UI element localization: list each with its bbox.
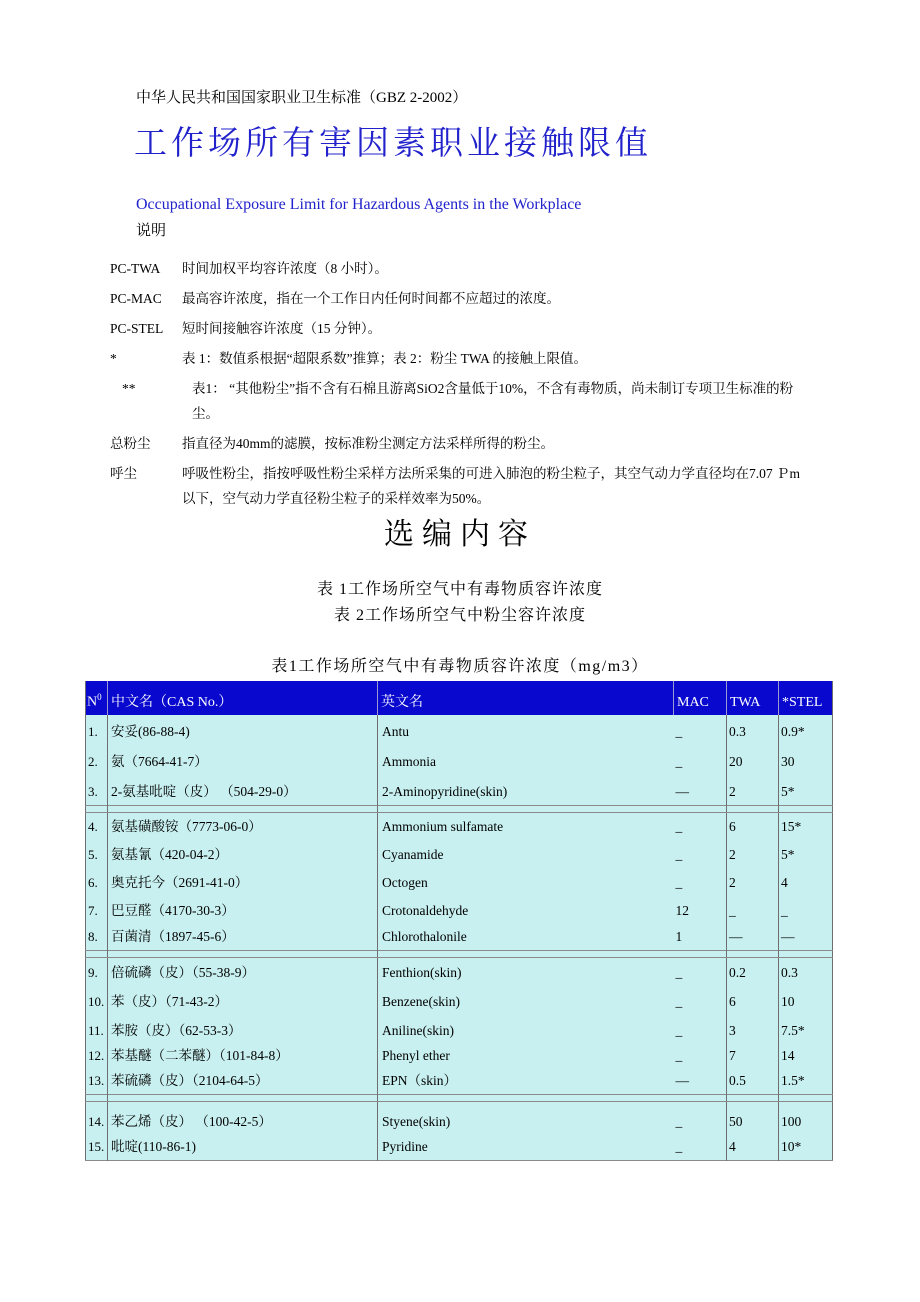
twa-cell: 3 bbox=[727, 1015, 779, 1044]
number-cell: 12. bbox=[86, 1044, 108, 1069]
english-name-cell: Styene(skin) bbox=[378, 1102, 674, 1135]
chinese-name-cell: 苯（皮）（71-43-2） bbox=[108, 986, 378, 1015]
english-name-cell: Crotonaldehyde bbox=[378, 896, 674, 924]
twa-cell: 2 bbox=[727, 868, 779, 896]
number-cell: 7. bbox=[86, 896, 108, 924]
english-name-cell: Benzene(skin) bbox=[378, 986, 674, 1015]
number-cell: 1. bbox=[86, 715, 108, 745]
mac-cell: _ bbox=[674, 715, 727, 745]
chinese-name-cell: 2-氨基吡啶（皮） （504-29-0） bbox=[108, 775, 378, 805]
table1-title: 表1工作场所空气中有毒物质容许浓度（mg/m3） bbox=[271, 658, 649, 675]
english-name-cell: Aniline(skin) bbox=[378, 1015, 674, 1044]
selection-item-2: 表 2工作场所空气中粉尘容许浓度 bbox=[333, 607, 586, 624]
definition-term: PC-MAC bbox=[110, 291, 162, 306]
stel-cell: — bbox=[779, 924, 833, 950]
table-row bbox=[86, 868, 833, 896]
table-row bbox=[86, 840, 833, 868]
table-row bbox=[86, 986, 833, 1015]
definition-term: 总粉尘 bbox=[110, 436, 151, 451]
number-cell: 5. bbox=[86, 840, 108, 868]
chinese-name-cell: 奥克托今（2691-41-0） bbox=[108, 868, 378, 896]
mac-cell: _ bbox=[674, 812, 727, 840]
table-row bbox=[86, 1015, 833, 1044]
english-name-cell: Chlorothalonile bbox=[378, 924, 674, 950]
chinese-name-cell: 苯乙烯（皮） （100-42-5） bbox=[108, 1102, 378, 1135]
col-header-number: $N^0$ bbox=[86, 681, 108, 715]
mac-cell: — bbox=[674, 1069, 727, 1095]
stel-cell: _ bbox=[779, 896, 833, 924]
twa-cell: — bbox=[727, 924, 779, 950]
chinese-name-cell: 巴豆醛（4170-30-3） bbox=[108, 896, 378, 924]
chinese-name-cell: 苯硫磷（皮）（2104-64-5） bbox=[108, 1069, 378, 1095]
table-row bbox=[86, 957, 833, 986]
table-spacer-row bbox=[86, 1095, 833, 1102]
stel-cell: 5* bbox=[779, 775, 833, 805]
table-row bbox=[86, 1102, 833, 1135]
twa-cell: 6 bbox=[727, 986, 779, 1015]
chinese-name-cell: 倍硫磷（皮）（55-38-9） bbox=[108, 957, 378, 986]
definitions-list bbox=[110, 256, 810, 511]
spacer-cell bbox=[674, 950, 727, 957]
number-cell: 10. bbox=[86, 986, 108, 1015]
chinese-name-cell: 氨（7664-41-7） bbox=[108, 745, 378, 775]
twa-cell: 20 bbox=[727, 745, 779, 775]
definition-term: 呼尘 bbox=[110, 466, 137, 481]
stel-cell: 7.5* bbox=[779, 1015, 833, 1044]
table-row bbox=[86, 745, 833, 775]
english-name-cell: Pyridine bbox=[378, 1135, 674, 1161]
number-cell: 13. bbox=[86, 1069, 108, 1095]
twa-cell: 4 bbox=[727, 1135, 779, 1161]
standard-designation: 中华人民共和国国家职业卫生标准（GBZ 2-2002） bbox=[136, 90, 468, 106]
english-name-cell: Ammonia bbox=[378, 745, 674, 775]
number-cell: 3. bbox=[86, 775, 108, 805]
twa-cell: 0.2 bbox=[727, 957, 779, 986]
selection-title: 选编内容 bbox=[384, 518, 536, 551]
stel-cell: 10 bbox=[779, 986, 833, 1015]
col-header-twa: TWA bbox=[727, 681, 779, 715]
mac-cell: _ bbox=[674, 1015, 727, 1044]
english-name-cell: EPN（skin） bbox=[378, 1069, 674, 1095]
col-header-stel: *STEL bbox=[779, 681, 833, 715]
explain-heading: 说明 bbox=[136, 223, 167, 239]
table-row bbox=[86, 775, 833, 805]
spacer-cell bbox=[779, 805, 833, 812]
definition-row bbox=[110, 431, 810, 456]
definition-row bbox=[110, 376, 810, 426]
number-cell: 11. bbox=[86, 1015, 108, 1044]
english-name-cell: Octogen bbox=[378, 868, 674, 896]
table-spacer-row bbox=[86, 950, 833, 957]
number-cell: 6. bbox=[86, 868, 108, 896]
spacer-cell bbox=[378, 1095, 674, 1102]
english-name-cell: 2-Aminopyridine(skin) bbox=[378, 775, 674, 805]
english-name-cell: Cyanamide bbox=[378, 840, 674, 868]
stel-cell: 14 bbox=[779, 1044, 833, 1069]
stel-cell: 30 bbox=[779, 745, 833, 775]
twa-cell: 7 bbox=[727, 1044, 779, 1069]
spacer-cell bbox=[108, 805, 378, 812]
table-row bbox=[86, 1044, 833, 1069]
selection-items bbox=[0, 577, 920, 629]
spacer-cell bbox=[727, 805, 779, 812]
number-cell: 4. bbox=[86, 812, 108, 840]
english-name-cell: Fenthion(skin) bbox=[378, 957, 674, 986]
english-name-cell: Ammonium sulfamate bbox=[378, 812, 674, 840]
twa-cell: 0.5 bbox=[727, 1069, 779, 1095]
twa-cell: 0.3 bbox=[727, 715, 779, 745]
twa-cell: 2 bbox=[727, 840, 779, 868]
spacer-cell bbox=[86, 1095, 108, 1102]
spacer-cell bbox=[779, 950, 833, 957]
mac-cell: — bbox=[674, 775, 727, 805]
mac-cell: _ bbox=[674, 1135, 727, 1161]
definition-row bbox=[110, 286, 810, 311]
definition-term: * bbox=[110, 351, 117, 366]
definition-row bbox=[110, 346, 810, 371]
chinese-name-cell: 氨基氰（420-04-2） bbox=[108, 840, 378, 868]
stel-cell: 1.5* bbox=[779, 1069, 833, 1095]
twa-cell: _ bbox=[727, 896, 779, 924]
chinese-name-cell: 安妥(86-88-4) bbox=[108, 715, 378, 745]
definition-term: PC-TWA bbox=[110, 261, 161, 276]
number-cell: 8. bbox=[86, 924, 108, 950]
definition-row bbox=[110, 256, 810, 281]
spacer-cell bbox=[86, 805, 108, 812]
table-header-row bbox=[86, 681, 833, 715]
definition-description: 表 1：数值系根据“超限系数”推算；表 2：粉尘 TWA 的接触上限值。 bbox=[182, 351, 587, 366]
definition-term: PC-STEL bbox=[110, 321, 164, 336]
table-row bbox=[86, 924, 833, 950]
stel-cell: 15* bbox=[779, 812, 833, 840]
page-title: 工作场所有害因素职业接触限值 bbox=[134, 126, 652, 162]
chinese-name-cell: 苯胺（皮）（62-53-3） bbox=[108, 1015, 378, 1044]
chinese-name-cell: 苯基醚（二苯醚）（101-84-8） bbox=[108, 1044, 378, 1069]
spacer-cell bbox=[378, 950, 674, 957]
twa-cell: 2 bbox=[727, 775, 779, 805]
definition-row bbox=[110, 461, 810, 511]
table-row bbox=[86, 1069, 833, 1095]
spacer-cell bbox=[108, 950, 378, 957]
mac-cell: _ bbox=[674, 1102, 727, 1135]
twa-cell: 6 bbox=[727, 812, 779, 840]
table-spacer-row bbox=[86, 805, 833, 812]
spacer-cell bbox=[378, 805, 674, 812]
definition-description: 表1： “其他粉尘”指不含有石棉且游离SiO2含量低于10%，不含有毒物质，尚未制订专项卫生标准的粉尘。 bbox=[192, 381, 794, 421]
table-row bbox=[86, 1135, 833, 1161]
number-cell: 15. bbox=[86, 1135, 108, 1161]
english-name-cell: Phenyl ether bbox=[378, 1044, 674, 1069]
page-title-english: Occupational Exposure Limit for Hazardous Agents in the Workplace bbox=[136, 196, 582, 213]
stel-cell: 0.9* bbox=[779, 715, 833, 745]
mac-cell: _ bbox=[674, 840, 727, 868]
spacer-cell bbox=[674, 805, 727, 812]
number-cell: 9. bbox=[86, 957, 108, 986]
spacer-cell bbox=[108, 1095, 378, 1102]
stel-cell: 4 bbox=[779, 868, 833, 896]
definition-description: 指直径为40mm的滤膜，按标准粉尘测定方法采样所得的粉尘。 bbox=[182, 436, 555, 451]
stel-cell: 5* bbox=[779, 840, 833, 868]
definition-description: 时间加权平均容许浓度（8 小时）。 bbox=[182, 261, 388, 276]
definition-description: 呼吸性粉尘，指按呼吸性粉尘采样方法所采集的可进入肺泡的粉尘粒子，其空气动力学直径均在7.07 Ｐm以下，空气动力学直径粉尘粒子的采样效率为50%。 bbox=[182, 466, 800, 506]
toxic-substances-table bbox=[85, 681, 833, 1161]
stel-cell: 0.3 bbox=[779, 957, 833, 986]
definition-row bbox=[110, 316, 810, 341]
definition-description: 短时间接触容许浓度（15 分钟）。 bbox=[182, 321, 382, 336]
spacer-cell bbox=[727, 1095, 779, 1102]
table-row bbox=[86, 715, 833, 745]
table-row bbox=[86, 896, 833, 924]
mac-cell: _ bbox=[674, 957, 727, 986]
number-cell: 2. bbox=[86, 745, 108, 775]
spacer-cell bbox=[727, 950, 779, 957]
stel-cell: 100 bbox=[779, 1102, 833, 1135]
mac-cell: _ bbox=[674, 986, 727, 1015]
mac-cell: _ bbox=[674, 1044, 727, 1069]
number-cell: 14. bbox=[86, 1102, 108, 1135]
spacer-cell bbox=[674, 1095, 727, 1102]
mac-cell: _ bbox=[674, 868, 727, 896]
twa-cell: 50 bbox=[727, 1102, 779, 1135]
definition-description: 最高容许浓度，指在一个工作日内任何时间都不应超过的浓度。 bbox=[182, 291, 560, 306]
definition-term: ** bbox=[122, 381, 136, 396]
chinese-name-cell: 氨基磺酸铵（7773-06-0） bbox=[108, 812, 378, 840]
selection-item-1: 表 1工作场所空气中有毒物质容许浓度 bbox=[316, 581, 603, 598]
spacer-cell bbox=[779, 1095, 833, 1102]
col-header-chinese-name: 中文名（CAS No.） bbox=[108, 681, 378, 715]
chinese-name-cell: 吡啶(110-86-1) bbox=[108, 1135, 378, 1161]
spacer-cell bbox=[86, 950, 108, 957]
stel-cell: 10* bbox=[779, 1135, 833, 1161]
english-name-cell: Antu bbox=[378, 715, 674, 745]
chinese-name-cell: 百菌清（1897-45-6） bbox=[108, 924, 378, 950]
mac-cell: 1 bbox=[674, 924, 727, 950]
mac-cell: _ bbox=[674, 745, 727, 775]
table-row bbox=[86, 812, 833, 840]
col-header-mac: MAC bbox=[674, 681, 727, 715]
col-header-english-name: 英文名 bbox=[378, 681, 674, 715]
mac-cell: 12 bbox=[674, 896, 727, 924]
